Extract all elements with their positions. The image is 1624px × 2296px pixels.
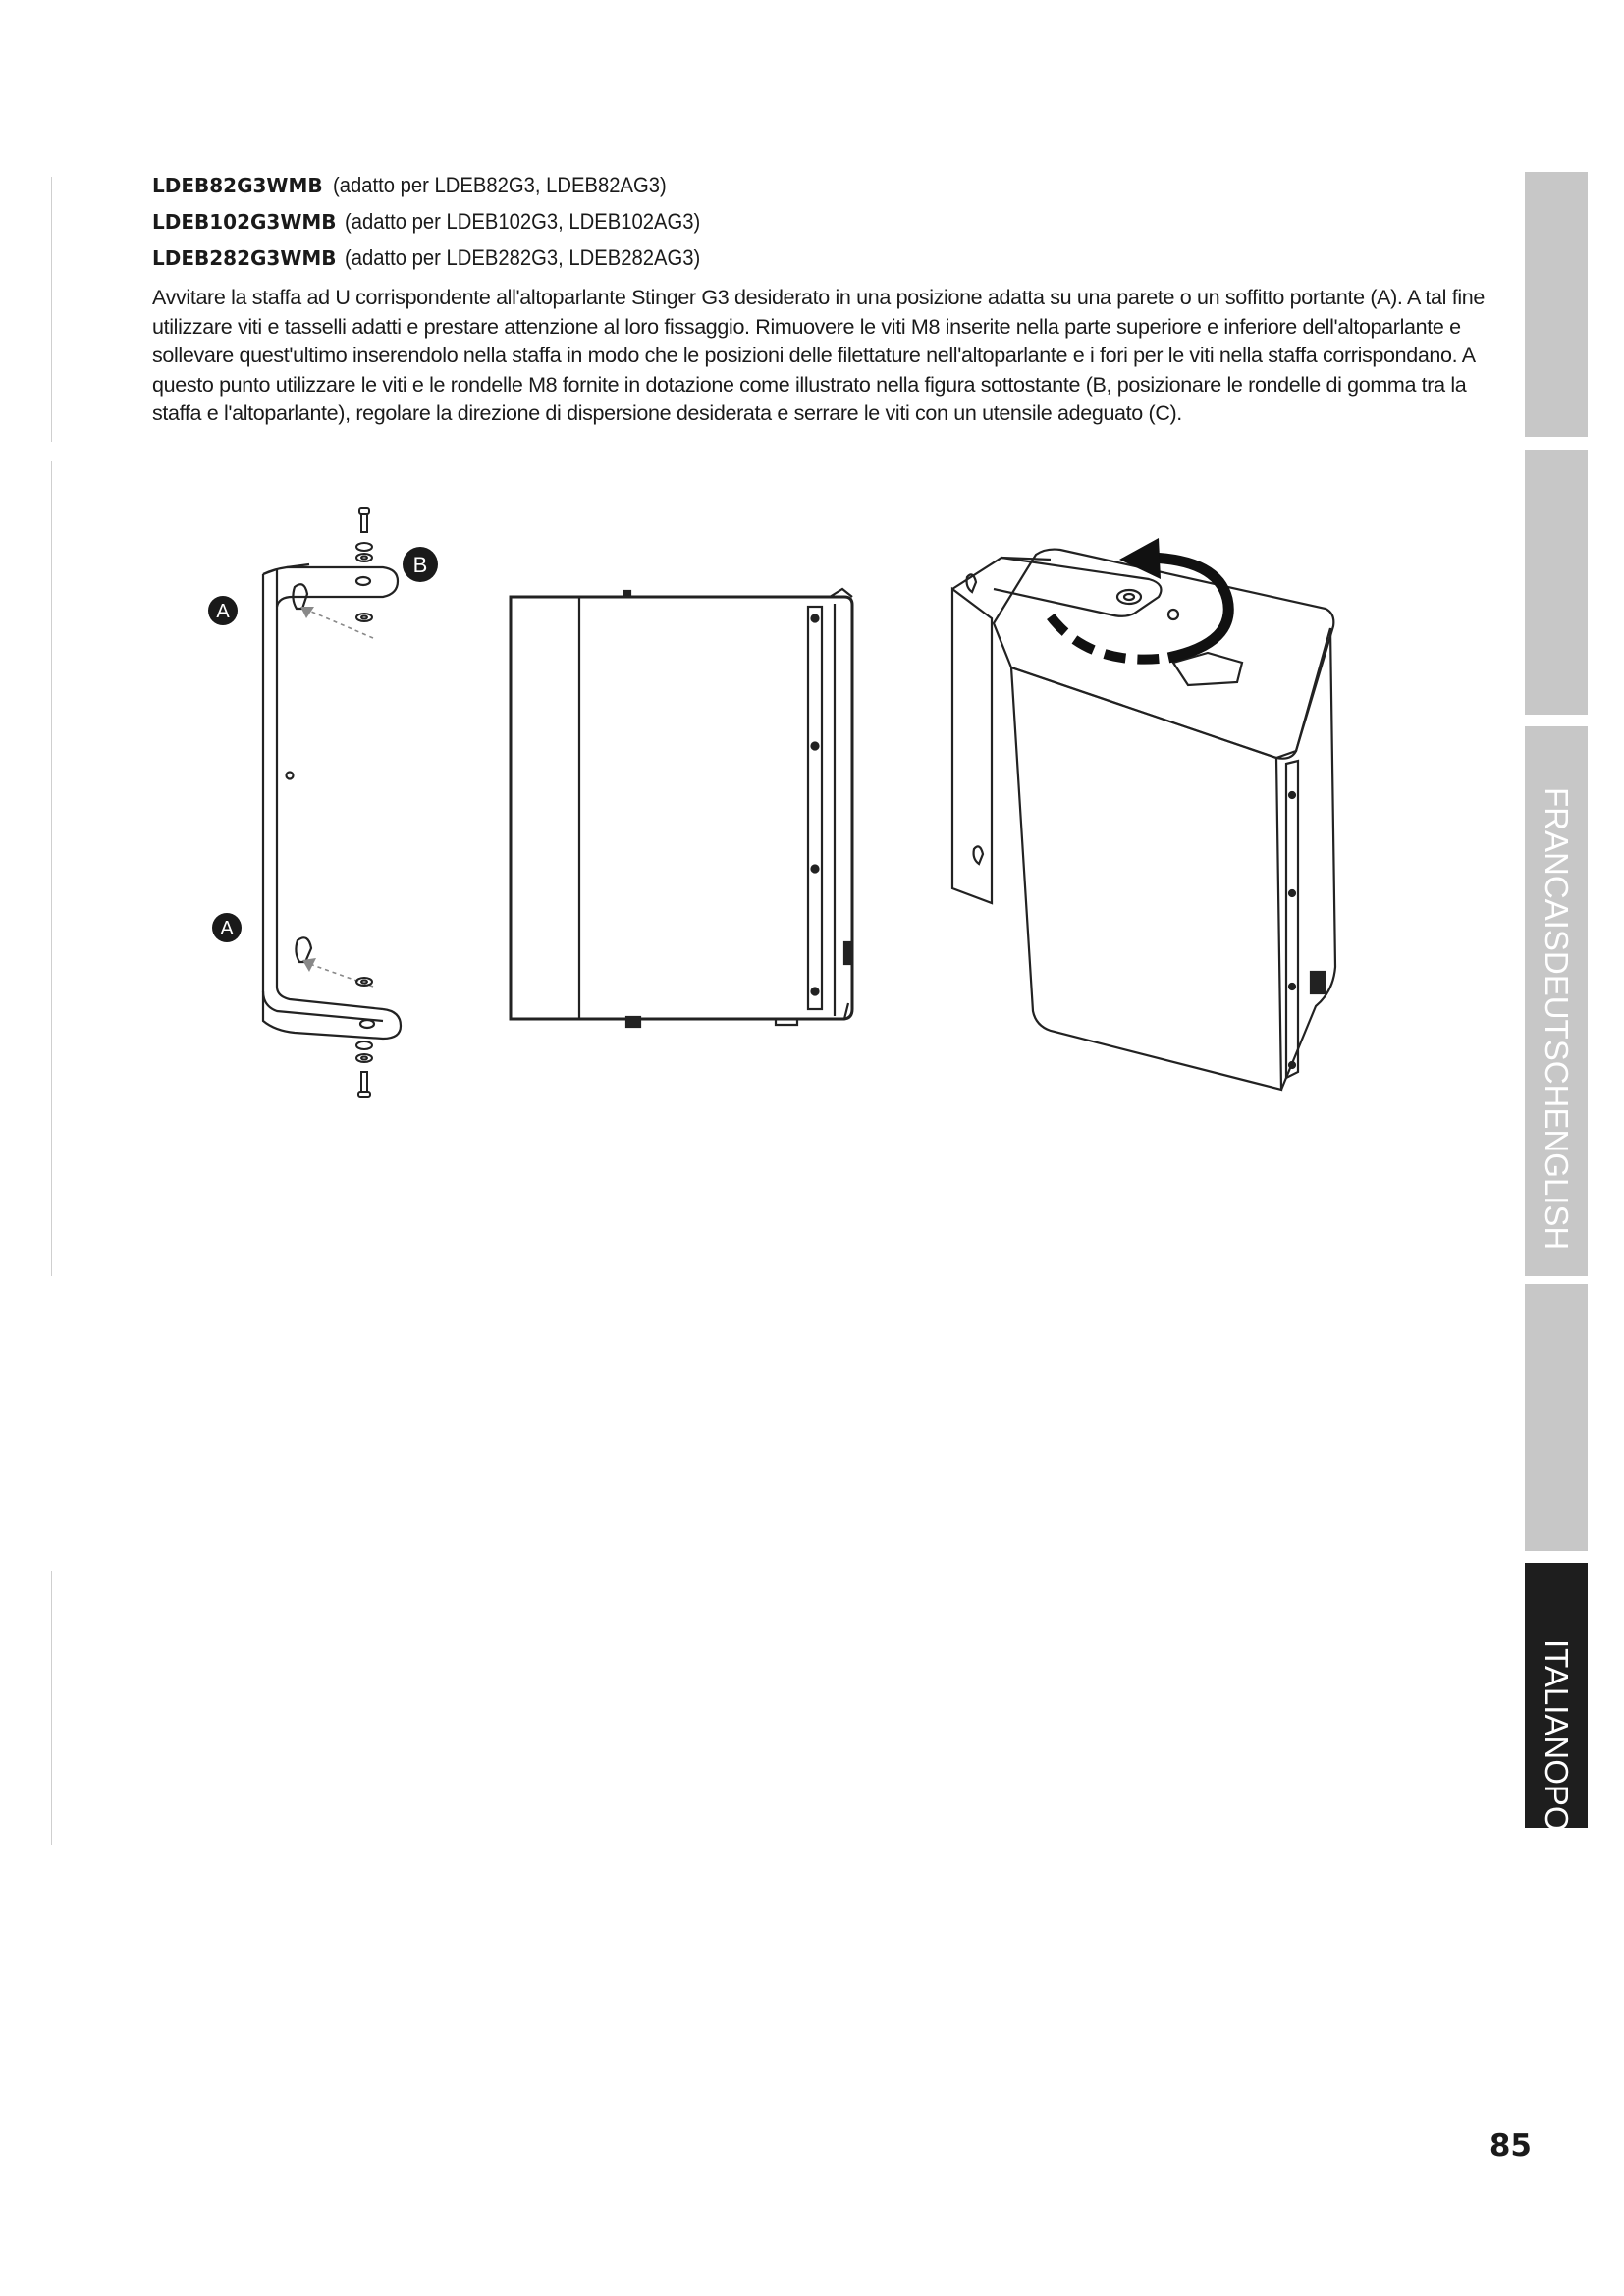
screw-stack-top: [356, 508, 372, 621]
rotation-arrow-icon: [1119, 538, 1228, 658]
tab-label-francais: FRANCAIS: [1539, 787, 1575, 951]
model-line: [152, 240, 1488, 276]
tab-label-english: ENGLISH: [1539, 1107, 1575, 1251]
tab-label-polski: POLSKI: [1539, 1784, 1575, 1902]
u-bracket-drawing: [263, 564, 401, 1039]
tab-english[interactable]: [1525, 1284, 1588, 1551]
margin-rule-middle: [51, 461, 52, 1276]
callout-b: [403, 547, 438, 582]
callout-a-top: [208, 596, 238, 625]
tab-francais-deutsch[interactable]: [1525, 726, 1588, 1276]
arrow-head: [302, 958, 316, 972]
page-number: 85: [1489, 2128, 1532, 2163]
tab-label-deutsch: DEUTSCH: [1539, 950, 1575, 1108]
tab-italiano-active[interactable]: [1525, 1563, 1588, 1902]
callout-a-bottom: [212, 913, 242, 942]
tab-label-italiano: ITALIANO: [1539, 1639, 1575, 1785]
speaker-perspective-view: [952, 550, 1335, 1090]
dashed-arrows: [304, 609, 373, 987]
callout-a-label: A: [220, 918, 234, 939]
margin-rule-top: [51, 177, 52, 442]
callout-b-label: B: [412, 553, 428, 577]
model-name: LDEB102G3WMB: [152, 210, 337, 234]
callout-a-label: A: [216, 601, 230, 622]
model-name: LDEB82G3WMB: [152, 174, 323, 197]
tab-blank-1[interactable]: [1525, 172, 1588, 437]
model-compatibility: (adatto per LDEB82G3, LDEB82AG3): [333, 173, 667, 197]
mounting-illustration: [147, 471, 1365, 1158]
page-content: [152, 167, 1488, 450]
installation-instructions: Avvitare la staffa ad U corrispondente all'altoparlante Stinger G3 desiderato in una posizione adatta su una parete o un soffitto portante (A). A tal fine utilizzare viti e tasselli adatti e prestare attenzione al loro fissaggio. Rimuovere le viti M8 inserite nella parte superiore e inferiore dell'altoparlante e sollevare quest'ultimo inserendolo nella staffa in modo che le posizioni delle filettature nell'altoparlante e i fori per le viti nella staffa corrispondano. A questo punto utilizzare le viti e le rondelle M8 fornite in dotazione come illustrato nella figura sottostante (B, posizionare le rondelle di gomma tra la staffa e l'altoparlante), regolare la direzione di dispersione desiderata e serrare le viti con un utensile adeguato (C).: [152, 286, 1485, 425]
model-compatibility: (adatto per LDEB282G3, LDEB282AG3): [345, 245, 701, 270]
model-name: LDEB282G3WMB: [152, 246, 337, 270]
model-line: [152, 203, 1488, 240]
speaker-side-view: [511, 589, 852, 1027]
margin-rule-bottom: [51, 1571, 52, 1845]
tab-blank-2[interactable]: [1525, 450, 1588, 715]
rotation-path-dashed: [1051, 616, 1168, 660]
model-compatibility: (adatto per LDEB102G3, LDEB102AG3): [345, 209, 701, 234]
model-line: [152, 167, 1488, 203]
